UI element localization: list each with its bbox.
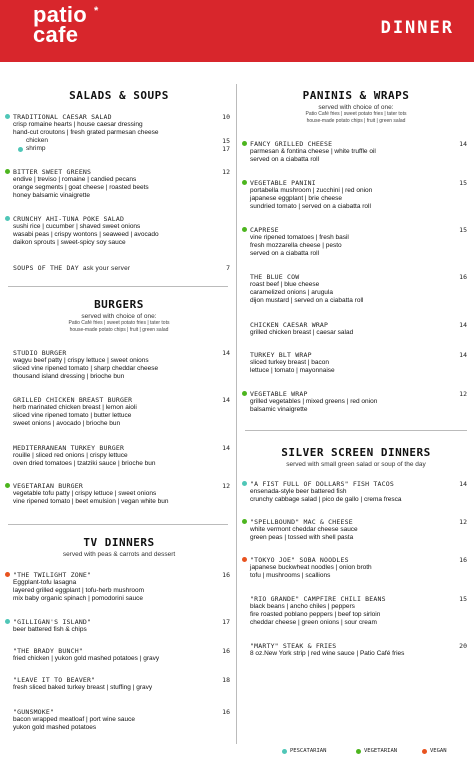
item-name: VEGETABLE PANINI [250,179,316,187]
item-price: 14 [222,444,230,452]
item-desc: oven dried tomatoes | tzatziki sauce | brioche bun [13,460,156,467]
section-note: Patio Café fries | sweet potato fries | tater tots [305,111,407,117]
section-title-tv-dinners: TV DINNERS [83,536,155,549]
item-option [8,145,230,153]
vegetarian-dot-icon [356,749,361,754]
menu-item [245,518,467,542]
item-price: 7 [226,264,230,272]
vegetarian-dot-icon [242,519,247,524]
item-desc: crisp romaine hearts | house caesar dressing [13,121,143,128]
section-title-burgers: BURGERS [94,298,144,311]
section-note: house-made potato chips | fruit | green salad [306,117,406,124]
item-name: CHICKEN CAESAR WRAP [250,321,329,329]
item-desc: green peas | tossed with shell pasta [250,534,354,541]
menu-item [245,390,467,414]
item-desc: white vermont cheddar cheese sauce [250,526,358,533]
item-name: BITTER SWEET GREENS [13,168,92,176]
option-label: shrimp [26,145,46,152]
legend-vegan: VEGAN [430,748,447,754]
section-subtitle: served with choice of one: [318,104,394,111]
menu-item [8,676,230,692]
item-desc: japanese eggplant | brie cheese [250,195,343,202]
item-desc: black beans | ancho chiles | peppers [250,603,355,610]
item-desc: japanese buckwheat noodles | onion broth [250,564,372,571]
item-desc: hand-cut croutons | fresh grated parmesan cheese [13,129,159,136]
item-name: VEGETABLE WRAP [250,390,308,398]
item-desc: wagyu beef patty | crispy lettuce | sweet onions [13,357,149,364]
option-price: 17 [222,145,230,153]
item-name: THE BLUE COW [250,273,300,281]
paninis-heading [245,89,467,124]
item-price: 16 [222,708,230,716]
menu-item [245,480,467,504]
item-price: 12 [459,390,467,398]
item-desc: fresh sliced baked turkey breast | stuffing | gravy [13,684,153,691]
item-desc: ask your server [82,265,131,272]
item-desc: layered grilled eggplant | tofu-herb mushroom [13,587,145,594]
vegan-dot-icon [422,749,427,754]
header-banner [0,0,474,62]
menu-item [8,618,230,634]
menu-item [8,349,230,381]
pescatarian-dot-icon [5,114,10,119]
option-price: 15 [222,137,230,145]
item-price: 12 [222,482,230,490]
pescatarian-dot-icon [5,216,10,221]
item-name: "A FIST FULL OF DOLLARS" FISH TACOS [250,480,394,488]
item-desc: herb marinated chicken breast | lemon aioli [13,404,137,411]
section-note: Patio Café fries | sweet potato fries | tater tots [68,320,170,326]
item-desc: fresh mozzarella cheese | pesto [250,242,342,249]
vegetarian-dot-icon [242,227,247,232]
item-name: CAPRESE [250,226,279,234]
item-price: 12 [459,518,467,526]
item-desc: grilled chicken breast | caesar salad [250,329,354,336]
item-price: 15 [459,179,467,187]
item-desc: sweet onions | avocado | brioche bun [13,420,121,427]
item-desc: served on a ciabatta roll [250,250,320,257]
item-desc: vine ripened tomatoes | fresh basil [250,234,349,241]
menu-item [245,595,467,627]
item-name: GRILLED CHICKEN BREAST BURGER [13,396,133,404]
section-divider [8,286,228,287]
item-price: 16 [222,647,230,655]
item-price: 14 [459,140,467,148]
item-price: 15 [459,595,467,603]
item-name: STUDIO BURGER [13,349,67,357]
item-name: TRADITIONAL CAESAR SALAD [13,113,112,121]
item-desc: vine ripened tomato | beet emulsion | vegan white bun [13,498,169,505]
item-price: 18 [222,676,230,684]
item-price: 14 [222,349,230,357]
item-name: "RIO GRANDE" CAMPFIRE CHILI BEANS [250,595,386,603]
item-desc: fire roasted poblano peppers | beef top sirloin [250,611,381,618]
item-desc: ensenada-style beer battered fish [250,488,347,495]
menu-item [245,321,467,337]
menu-item [245,273,467,305]
item-price: 12 [222,168,230,176]
item-option [8,137,230,145]
section-subtitle: served with choice of one: [81,313,157,320]
item-desc: honey balsamic vinaigrette [13,192,90,199]
item-desc: dijon mustard | served on a ciabatta roll [250,297,364,304]
item-name: VEGETARIAN BURGER [13,482,83,490]
menu-item [245,351,467,375]
pescatarian-dot-icon [282,749,287,754]
menu-item [8,571,230,603]
menu-item [245,179,467,211]
menu-item [245,556,467,580]
logo-star-icon: * [94,5,99,17]
item-desc: cheddar cheese | green onions | sour cream [250,619,377,626]
item-price: 14 [459,480,467,488]
item-desc: roast beef | blue cheese [250,281,320,288]
section-title-salads: SALADS & SOUPS [69,89,169,102]
item-price: 14 [459,351,467,359]
menu-item [245,642,467,658]
vegetarian-dot-icon [5,169,10,174]
item-desc: orange segments | goat cheese | roasted beets [13,184,149,191]
vegetarian-dot-icon [242,180,247,185]
item-desc: crunchy cabbage salad | pico de gallo | crema fresca [250,496,402,503]
item-desc: served on a ciabatta roll [250,156,320,163]
section-title-silver-screen: SILVER SCREEN DINNERS [281,446,431,459]
item-desc: beer battered fish & chips [13,626,87,633]
item-price: 10 [222,113,230,121]
menu-item [8,396,230,428]
pescatarian-dot-icon [5,619,10,624]
vegan-dot-icon [5,572,10,577]
menu-item [8,708,230,732]
item-name: SOUPS OF THE DAY [13,264,79,272]
item-desc: rouille | sliced red onions | crispy lettuce [13,452,128,459]
item-desc: 8 oz.New York strip | red wine sauce | Patio Café fries [250,650,405,657]
diet-legend [282,748,472,758]
item-name: "MARTY" STEAK & FRIES [250,642,337,650]
pescatarian-dot-icon [242,481,247,486]
menu-item [8,113,230,153]
option-label: chicken [26,137,49,144]
item-name: "THE BRADY BUNCH" [13,647,83,655]
item-desc: yukon gold mashed potatoes [13,724,97,731]
burgers-heading [8,298,230,333]
item-name: "SPELLBOUND" MAC & CHEESE [250,518,353,526]
item-desc: parmesan & fontina cheese | white truffle oil [250,148,376,155]
menu-item [245,140,467,164]
item-name: CRUNCHY AHI-TUNA POKE SALAD [13,215,125,223]
patio-cafe-logo [33,2,99,47]
menu-item [8,215,230,247]
item-desc: caramelized onions | arugula [250,289,333,296]
item-price: 16 [459,273,467,281]
item-desc: mix baby organic spinach | pomodorini sauce [13,595,143,602]
section-note: house-made potato chips | fruit | green salad [69,326,169,333]
menu-item [8,264,230,272]
item-price: 15 [459,226,467,234]
section-divider [8,524,228,525]
vegetarian-dot-icon [242,391,247,396]
item-desc: sliced vine ripened tomato | butter lettuce [13,412,132,419]
item-name: "LEAVE IT TO BEAVER" [13,676,96,684]
legend-vegetarian: VEGETARIAN [364,748,398,754]
section-title-paninis: PANINIS & WRAPS [302,89,410,102]
item-desc: sliced turkey breast | bacon [250,359,330,366]
item-price: 20 [459,642,467,650]
item-desc: Eggplant-tofu lasagna [13,579,77,586]
silver-screen-heading [245,446,467,468]
item-desc: portabella mushroom | zucchini | red onion [250,187,373,194]
vegan-dot-icon [242,557,247,562]
section-subtitle: served with peas & carrots and dessert [62,551,176,558]
legend-pescatarian: PESCATARIAN [290,748,327,754]
item-desc: thousand island dressing | brioche bun [13,373,125,380]
menu-item [245,226,467,258]
menu-item [8,168,230,200]
menu-item [8,647,230,663]
item-desc: tofu | mushrooms | scallions [250,572,331,579]
vegetarian-dot-icon [242,141,247,146]
item-name: FANCY GRILLED CHEESE [250,140,333,148]
item-price: 17 [222,618,230,626]
item-desc: endive | treviso | romaine | candied pecans [13,176,137,183]
item-desc: balsamic vinaigrette [250,406,308,413]
tv-dinners-heading [8,536,230,558]
item-desc: vegetable tofu patty | crispy lettuce | sweet onions [13,490,157,497]
logo-line-cafe: cafe [33,22,79,47]
item-desc: daikon sprouts | sweet-spicy soy sauce [13,239,126,246]
menu-item [8,444,230,468]
menu-item [8,482,230,506]
item-name: "GUNSMOKE" [13,708,55,716]
item-desc: grilled vegetables | mixed greens | red onion [250,398,378,405]
section-divider [245,430,467,431]
item-price: 14 [459,321,467,329]
item-desc: sundried tomato | served on a ciabatta roll [250,203,371,210]
logo-line-patio: patio [33,2,88,27]
menu-title: DINNER [380,18,454,38]
item-desc: lettuce | tomato | mayonnaise [250,367,335,374]
item-price: 16 [222,571,230,579]
item-desc: bacon wrapped meatloaf | port wine sauce [13,716,136,723]
item-name: MEDITERRANEAN TURKEY BURGER [13,444,125,452]
item-price: 14 [222,396,230,404]
section-subtitle: served with small green salad or soup of the day [286,461,426,468]
column-divider [236,84,237,744]
item-desc: wasabi peas | crispy wontons | seaweed | avocado [13,231,159,238]
item-name: TURKEY BLT WRAP [250,351,312,359]
pescatarian-dot-icon [18,147,23,152]
item-desc: fried chicken | yukon gold mashed potatoes | gravy [13,655,160,662]
item-name: "TOKYO JOE" SOBA NOODLES [250,556,349,564]
item-desc: sushi rice | cucumber | shaved sweet onions [13,223,141,230]
vegetarian-dot-icon [5,483,10,488]
item-desc: sliced vine ripened tomato | sharp cheddar cheese [13,365,159,372]
item-name: "THE TWILIGHT ZONE" [13,571,92,579]
item-name: "GILLIGAN'S ISLAND" [13,618,92,626]
item-price: 16 [459,556,467,564]
